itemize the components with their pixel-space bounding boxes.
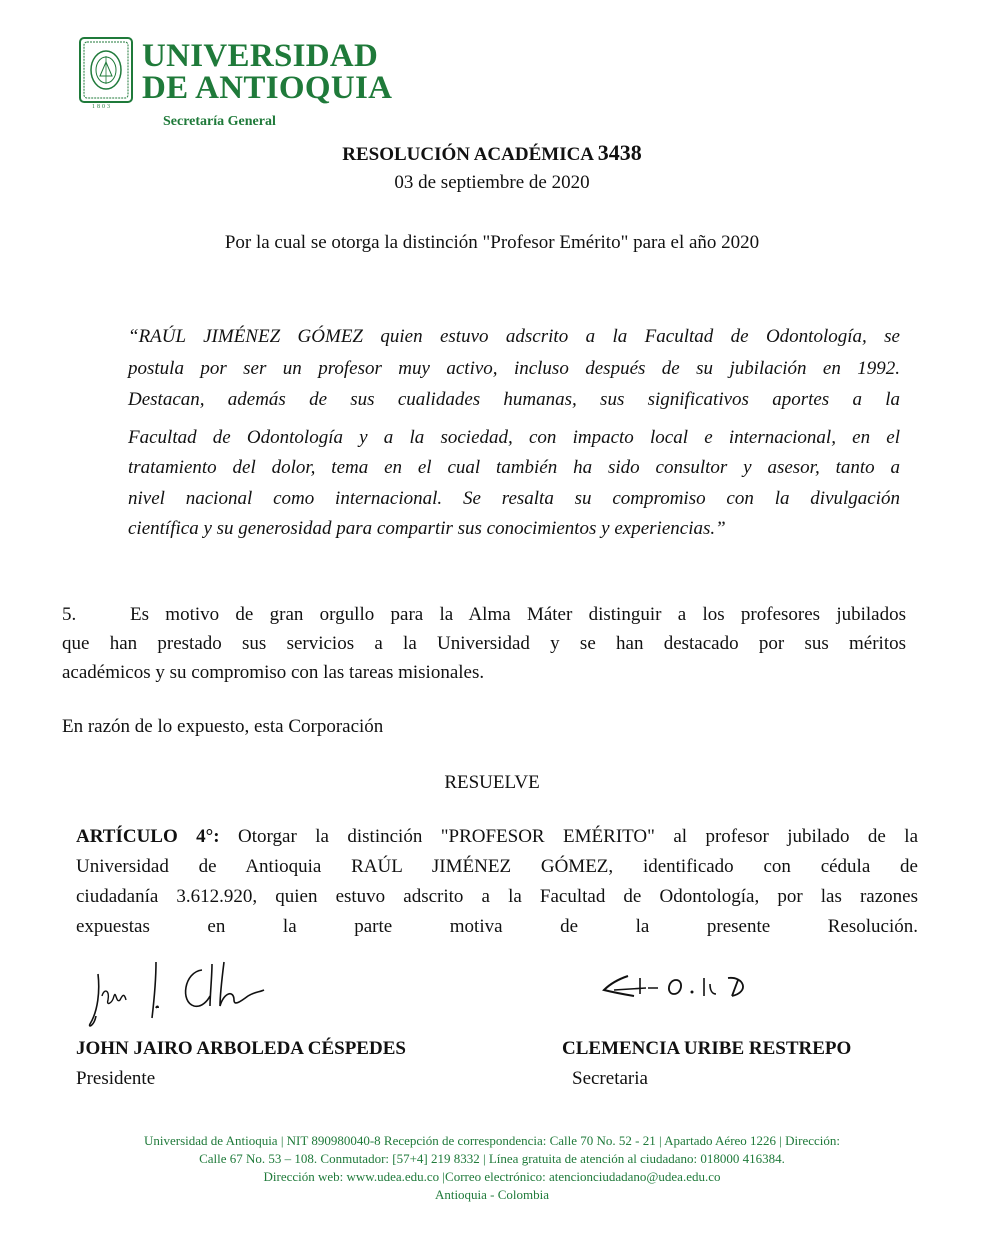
quote-line: “RAÚL JIMÉNEZ GÓMEZ quien estuvo adscrito a la Facultad de Odontología, se [128,326,900,347]
quote-line: tratamiento del dolor, tema en el cual también ha sido consultor y asesor, tanto a [128,457,900,478]
item5-text-line: Es motivo de gran orgullo para la Alma Máter distinguir a los profesores jubilados [130,604,906,625]
signature-president [84,956,284,1036]
resolution-subject: Por la cual se otorga la distinción "Profesor Emérito" para el año 2020 [224,232,760,253]
article-line: expuestas en la parte motiva de la presente Resolución. [76,916,918,937]
quote-line: Destacan, además de sus cualidades humanas, sus significativos aportes a la [128,389,900,410]
item-number: 5. [62,604,77,625]
article-line1-text: Otorgar la distinción "PROFESOR EMÉRITO" al profesor jubilado de la [238,826,919,847]
quote-line: postula por ser un profesor muy activo, incluso después de su jubilación en 1992. [128,358,900,379]
signatory-role: Secretaria [572,1068,648,1089]
quote-line: nivel nacional como internacional. Se resalta su compromiso con la divulgación [128,488,900,509]
signatory-role: Presidente [76,1068,156,1089]
article-line [76,826,918,848]
resolution-title-prefix: RESOLUCIÓN ACADÉMICA [342,144,593,165]
university-seal-logo [78,36,134,104]
article-line: Universidad de Antioquia RAÚL JIMÉNEZ GÓMEZ, identificado con cédula de [76,856,918,877]
article-line: ciudadanía 3.612.920, quien estuvo adscrito a la Facultad de Odontología, por las razones [76,886,918,907]
university-name-line2: DE ANTIOQUIA [142,70,393,106]
article-label: ARTÍCULO 4°: [76,826,220,847]
item5-text-line: académicos y su compromiso con las tareas misionales. [62,662,485,683]
resolution-title [0,140,984,166]
seal-year: 1803 [92,104,112,110]
quote-line: científica y su generosidad para compartir sus conocimientos y experiencias.” [128,518,726,539]
footer-line: Universidad de Antioquia | NIT 890980040-8 Recepción de correspondencia: Calle 70 No. 52 - 21 | Apartado Aéreo 1226 | Dirección: [143,1133,841,1148]
resolution-date: 03 de septiembre de 2020 [394,172,590,193]
footer-line: Dirección web: www.udea.edu.co |Correo electrónico: atencionciudadano@udea.edu.co [263,1169,721,1184]
footer-line: Calle 67 No. 53 – 108. Conmutador: [57+4] 219 8332 | Línea gratuita de atención al ciudadano: 018000 416384. [199,1151,785,1166]
resolution-number: 3438 [597,140,642,165]
reason-statement: En razón de lo expuesto, esta Corporación [62,716,384,737]
signature-secretary [600,966,760,1006]
university-name-line1: UNIVERSIDAD [142,38,379,74]
office-name: Secretaría General [163,114,276,129]
footer-line: Antioquia - Colombia [434,1187,550,1202]
resolve-heading: RESUELVE [444,772,540,793]
quote-line: Facultad de Odontología y a la sociedad, con impacto local e internacional, en el [128,427,900,448]
signatory-name: JOHN JAIRO ARBOLEDA CÉSPEDES [76,1038,406,1059]
item5-text-line: que han prestado sus servicios a la Universidad y se han destacado por sus méritos [62,633,906,654]
signatory-name: CLEMENCIA URIBE RESTREPO [562,1038,852,1059]
